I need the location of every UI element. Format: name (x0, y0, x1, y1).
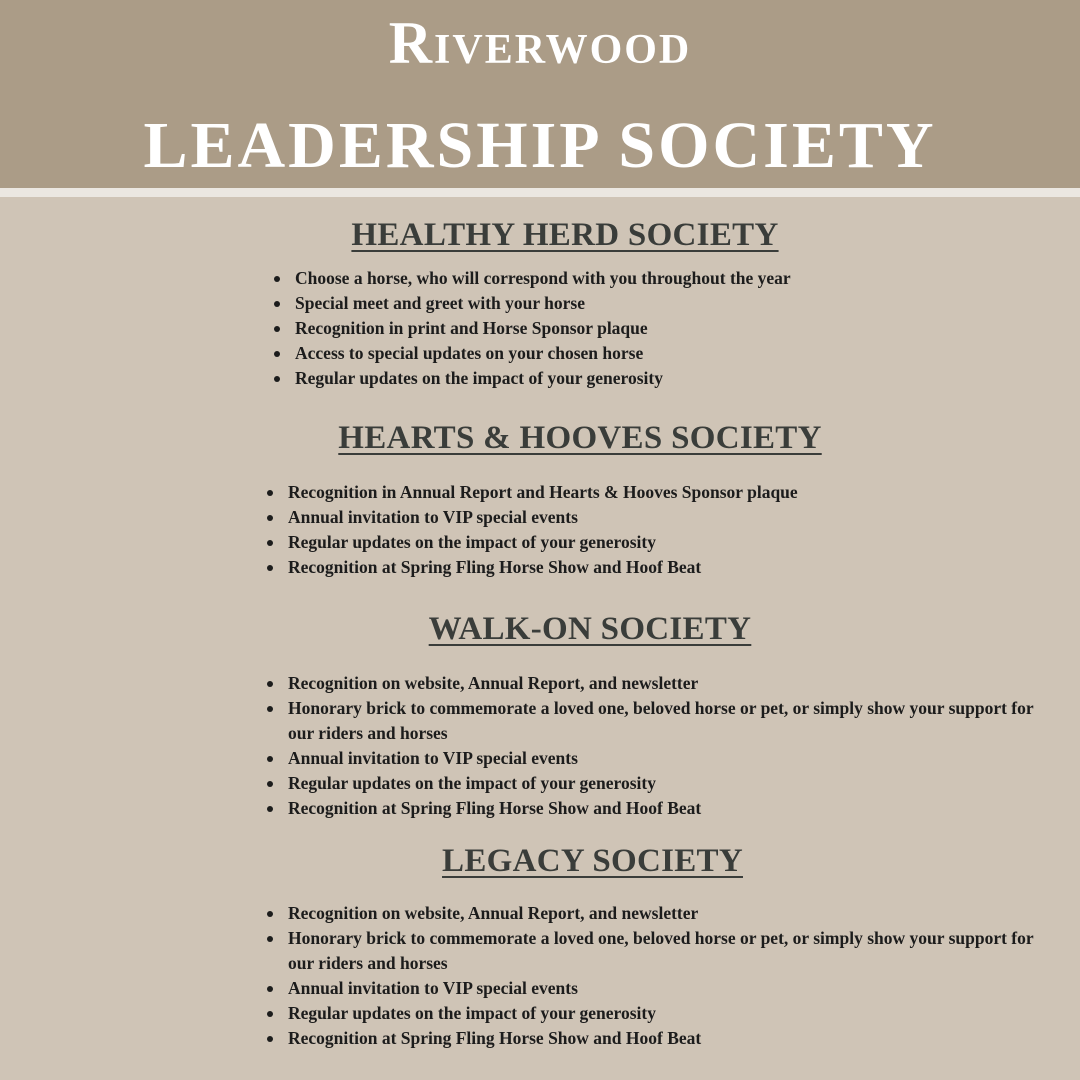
bullet-icon (267, 986, 273, 992)
bullet-icon (267, 490, 273, 496)
bullet-icon (274, 326, 280, 332)
title-line-2: LEADERSHIP SOCIETY (143, 109, 937, 182)
section-heading-walk-on: WALK-ON SOCIETY (428, 611, 752, 647)
bullet-icon (267, 1011, 273, 1017)
bullet-icon (267, 806, 273, 812)
list-item: Special meet and greet with your horse (274, 291, 1054, 316)
list-item: Recognition at Spring Fling Horse Show and Hoof Beat (267, 1026, 1057, 1051)
bullet-icon (274, 351, 280, 357)
bullet-icon (267, 706, 273, 712)
bullet-icon (274, 301, 280, 307)
legacy-list (267, 901, 1057, 1051)
title-line-1: Riverwood (388, 10, 692, 76)
bullet-icon (267, 1036, 273, 1042)
list-item: Recognition in print and Horse Sponsor plaque (274, 316, 1054, 341)
section-heading-healthy-herd: HEALTHY HERD SOCIETY (351, 217, 779, 253)
bullet-icon (267, 936, 273, 942)
list-item: Recognition on website, Annual Report, and newsletter (267, 671, 1057, 696)
bullet-icon (267, 515, 273, 521)
list-item: Honorary brick to commemorate a loved one, beloved horse or pet, or simply show your support for our riders and horses (267, 696, 1057, 746)
bullet-icon (267, 681, 273, 687)
list-item: Recognition in Annual Report and Hearts & Hooves Sponsor plaque (267, 480, 1057, 505)
healthy-herd-list (274, 266, 1054, 391)
list-item: Regular updates on the impact of your generosity (267, 1001, 1057, 1026)
bullet-icon (267, 540, 273, 546)
bullet-icon (274, 276, 280, 282)
section-heading-legacy: LEGACY SOCIETY (442, 843, 743, 879)
list-item: Choose a horse, who will correspond with you throughout the year (274, 266, 1054, 291)
list-item: Regular updates on the impact of your generosity (267, 530, 1057, 555)
list-item: Recognition on website, Annual Report, and newsletter (267, 901, 1057, 926)
list-item: Annual invitation to VIP special events (267, 976, 1057, 1001)
bullet-icon (267, 565, 273, 571)
hearts-hooves-list (267, 480, 1057, 580)
list-item: Honorary brick to commemorate a loved one, beloved horse or pet, or simply show your support for our riders and horses (267, 926, 1057, 976)
bullet-icon (267, 781, 273, 787)
list-item: Recognition at Spring Fling Horse Show and Hoof Beat (267, 555, 1057, 580)
section-heading-hearts-hooves: HEARTS & HOOVES SOCIETY (338, 420, 822, 456)
list-item: Recognition at Spring Fling Horse Show and Hoof Beat (267, 796, 1057, 821)
list-item: Annual invitation to VIP special events (267, 746, 1057, 771)
bullet-icon (267, 911, 273, 917)
bullet-icon (274, 376, 280, 382)
list-item: Annual invitation to VIP special events (267, 505, 1057, 530)
list-item: Regular updates on the impact of your generosity (274, 366, 1054, 391)
bullet-icon (267, 756, 273, 762)
list-item: Access to special updates on your chosen horse (274, 341, 1054, 366)
list-item: Regular updates on the impact of your generosity (267, 771, 1057, 796)
walk-on-list (267, 671, 1057, 821)
banner-divider (0, 188, 1080, 197)
